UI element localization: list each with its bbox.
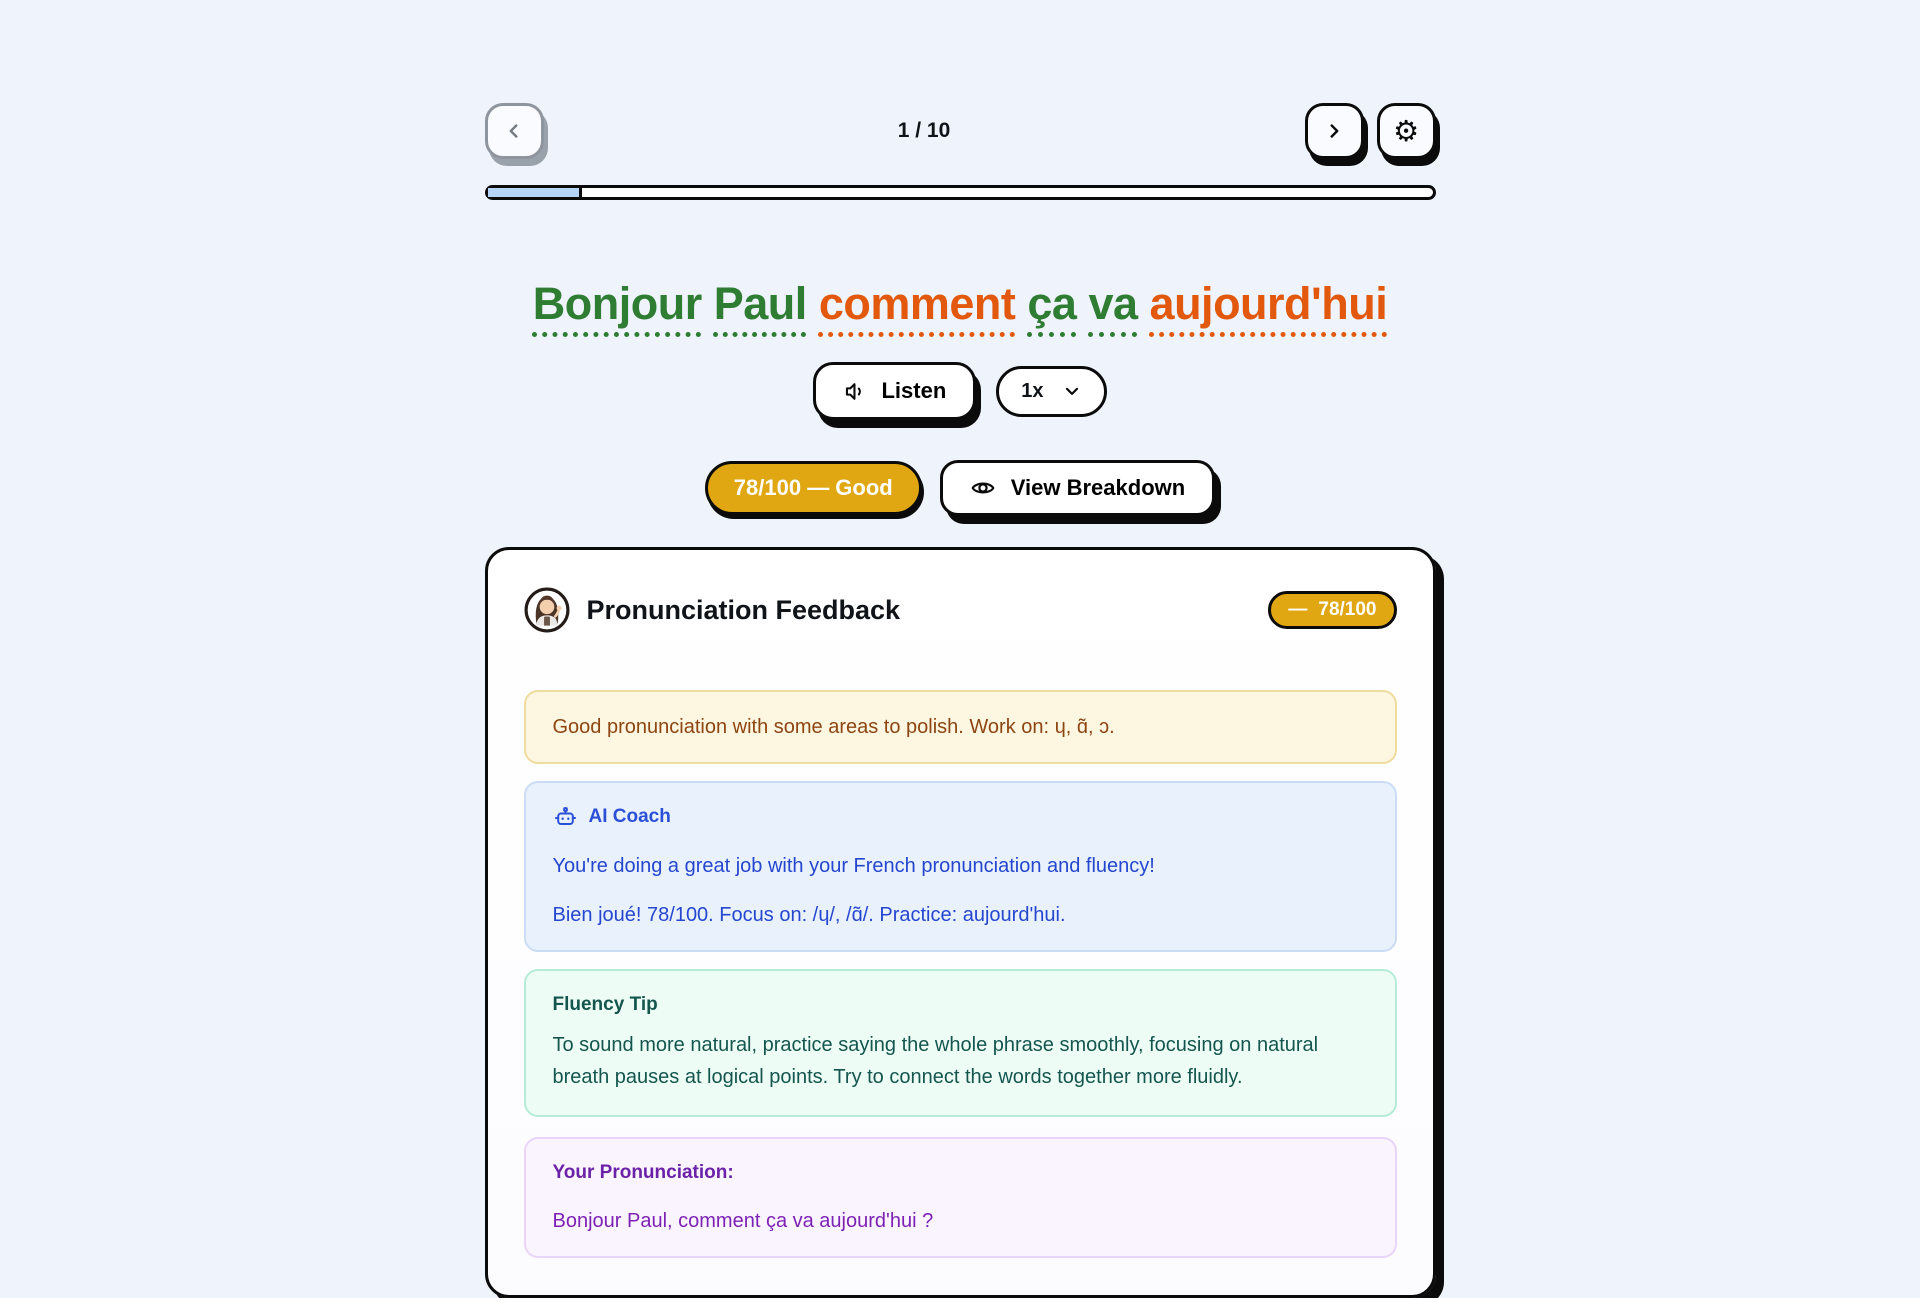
eye-icon: [970, 475, 996, 501]
fluency-tip-label: Fluency Tip: [552, 994, 658, 1015]
sentence-word[interactable]: comment: [818, 278, 1016, 329]
practice-sentence: [485, 278, 1436, 330]
your-pronunciation-text: Bonjour Paul, comment ça va aujourd'hui ?: [552, 1210, 934, 1233]
ai-coach-label: AI Coach: [588, 806, 671, 828]
your-pronunciation-box: [524, 1137, 1397, 1259]
app-container: [485, 0, 1436, 1298]
ai-coach-header: [553, 805, 1368, 830]
your-pronunciation-label: Your Pronunciation:: [552, 1161, 734, 1183]
sentence-word[interactable]: va: [1088, 278, 1138, 329]
view-breakdown-label: View Breakdown: [1010, 475, 1186, 500]
sentence-word[interactable]: Bonjour: [532, 278, 702, 329]
speed-select[interactable]: [996, 366, 1106, 417]
question-counter: 1 / 10: [897, 119, 951, 142]
ai-coach-line1: You're doing a great job with your French pronunciation and fluency!: [552, 855, 1155, 877]
nav-right-group: [1305, 103, 1436, 159]
settings-button[interactable]: [1377, 103, 1436, 159]
view-breakdown-button[interactable]: [940, 460, 1215, 516]
score-row: [485, 460, 1436, 516]
fluency-tip-text: To sound more natural, practice saying the whole phrase smoothly, focusing on natural breath pauses at logical points. Try to connect the words together more fluidly.: [552, 1033, 1319, 1088]
progress-bar: [485, 185, 1436, 200]
chevron-right-icon: [1323, 120, 1345, 142]
speaker-icon: [843, 379, 868, 404]
minus-icon: —: [1288, 599, 1308, 620]
previous-button[interactable]: [485, 103, 544, 159]
listen-button[interactable]: [813, 362, 976, 420]
card-score-value: 78/100: [1318, 599, 1377, 620]
top-nav: [485, 103, 1436, 159]
next-button[interactable]: [1305, 103, 1364, 159]
sentence-word[interactable]: aujourd'hui: [1149, 278, 1388, 329]
sentence-word[interactable]: ça: [1027, 278, 1077, 329]
listen-controls: [485, 362, 1436, 420]
speed-value: 1x: [1021, 379, 1044, 402]
pronunciation-feedback-card: [485, 547, 1436, 1298]
sentence-word[interactable]: Paul: [713, 278, 807, 329]
robot-icon: [553, 805, 578, 830]
card-title: Pronunciation Feedback: [586, 594, 901, 625]
score-badge: 78/100 — Good: [705, 461, 922, 515]
ai-coach-box: [524, 781, 1397, 952]
chevron-down-icon: [1062, 381, 1082, 401]
chevron-left-icon: [503, 120, 525, 142]
card-header: [524, 587, 1397, 633]
ai-coach-line2: Bien joué! 78/100. Focus on: /ɥ/, /ɑ̃/. Practice: aujourd'hui.: [552, 904, 1066, 926]
progress-fill: [488, 188, 583, 197]
coach-avatar: [524, 587, 570, 633]
fluency-tip-box: [524, 969, 1397, 1117]
gear-icon: ⚙: [1393, 113, 1419, 148]
card-score-badge: [1268, 591, 1396, 629]
listen-label: Listen: [881, 378, 947, 403]
summary-box: Good pronunciation with some areas to polish. Work on: ɥ, ɑ̃, ɔ.: [524, 690, 1397, 764]
